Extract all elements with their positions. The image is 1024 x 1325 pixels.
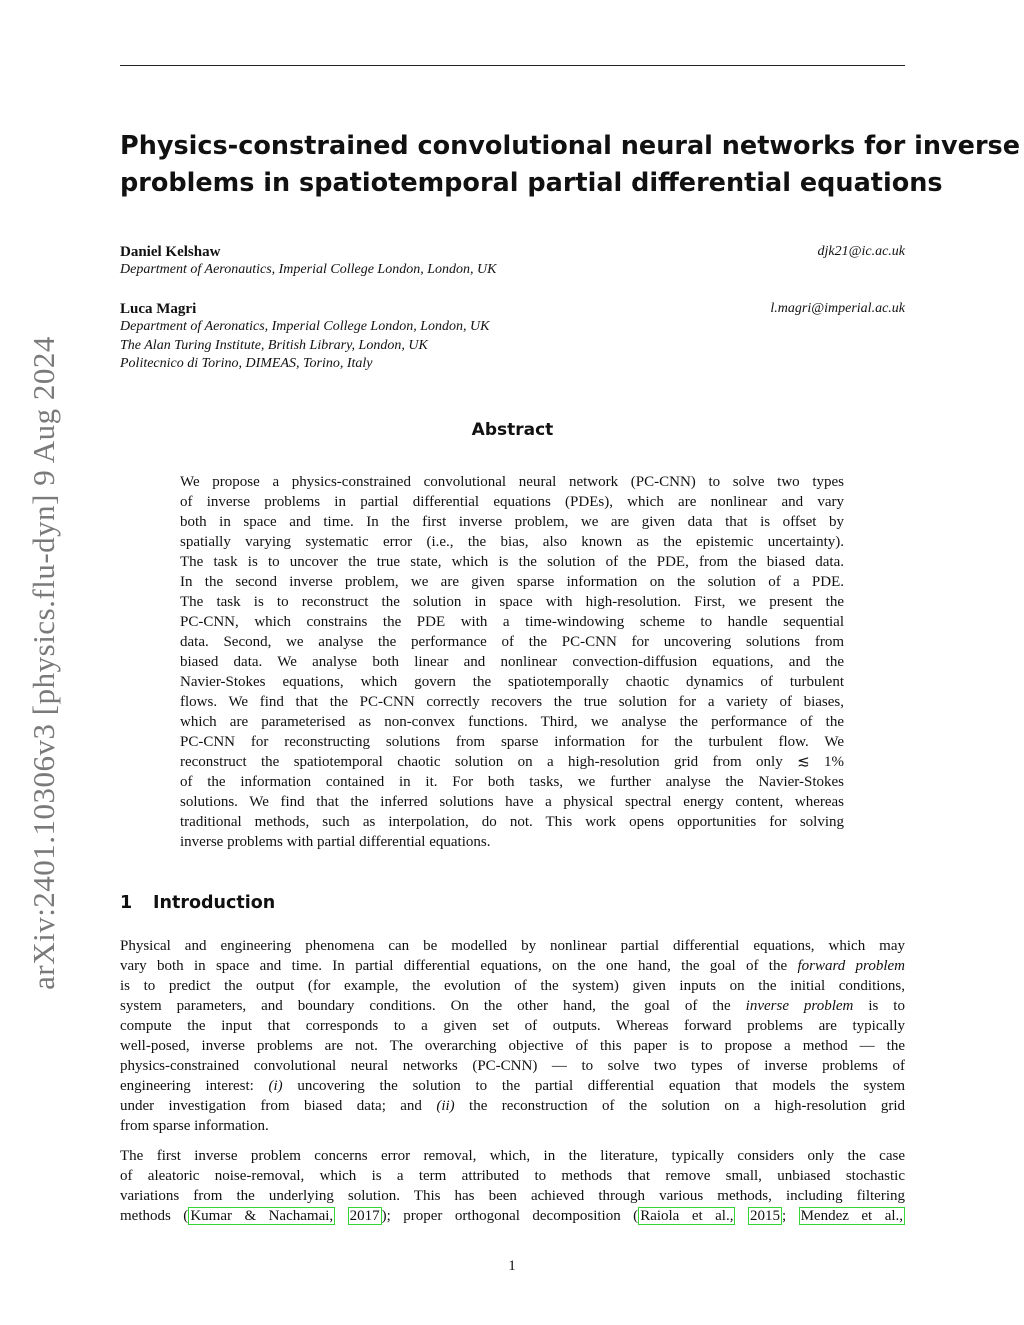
abstract-line: traditional methods, such as interpolation, do not. This work opens opportunities for solving (180, 814, 844, 830)
body-line: is to predict the output (for example, the evolution of the system) given inputs on the initial conditions, (120, 978, 905, 994)
abstract-line: data. Second, we analyse the performance of the PC-CNN for uncovering solutions from (180, 634, 844, 650)
abstract-body (180, 472, 844, 852)
author-name: Luca Magri (120, 301, 197, 317)
abstract-line: of the information contained in it. For both tasks, we further analyse the Navier-Stokes (180, 774, 844, 790)
body-line: Physical and engineering phenomena can be modelled by nonlinear partial differential equations, which may (120, 938, 905, 954)
abstract-line: The task is to uncover the true state, which is the solution of the PDE, from the biased data. (180, 554, 844, 570)
body-line: system parameters, and boundary conditions. On the other hand, the goal of the inverse problem is to (120, 998, 905, 1014)
abstract-line: flows. We find that the PC-CNN correctly recovers the true solution for a variety of biases, (180, 694, 844, 710)
section-number: 1 (120, 893, 133, 913)
body-line: from sparse information. (120, 1118, 269, 1134)
body-line: compute the input that corresponds to a given set of outputs. Whereas forward problems are typically (120, 1018, 905, 1034)
arxiv-stamp-text: arXiv:2401.10306v3 [physics.flu-dyn] 9 Aug 2024 (26, 336, 61, 990)
abstract-line: biased data. We analyse both linear and nonlinear convection-diffusion equations, and the (180, 654, 844, 670)
body-line: engineering interest: (i) uncovering the solution to the partial differential equation that models the system (120, 1078, 905, 1094)
introduction-body (120, 936, 905, 1226)
body-line: variations from the underlying solution. This has been achieved through various methods, including filtering (120, 1188, 905, 1204)
body-line: The first inverse problem concerns error removal, which, in the literature, typically considers only the case (120, 1148, 905, 1164)
emphasis: forward problem (797, 958, 905, 974)
body-line: of aleatoric noise-removal, which is a term attributed to methods that remove small, unbiased stochastic (120, 1168, 905, 1184)
paragraph (120, 936, 905, 1136)
author-affiliation: Department of Aeronatics, Imperial College London, London, UK (120, 319, 490, 334)
emphasis: (i) (268, 1078, 283, 1094)
abstract-heading: Abstract (471, 420, 554, 440)
emphasis: (ii) (436, 1098, 455, 1114)
author-affiliation: Department of Aeronautics, Imperial College London, London, UK (120, 262, 497, 277)
abstract-line: PC-CNN, which constrains the PDE with a time-windowing scheme to handle sequential (180, 614, 844, 630)
author-name: Daniel Kelshaw (120, 244, 221, 260)
citation-link-mendez[interactable]: Mendez et al., (800, 1208, 904, 1224)
abstract-line: We propose a physics-constrained convolutional neural network (PC-CNN) to solve two types (180, 474, 844, 490)
citation-link-raiola-year[interactable]: 2015 (749, 1208, 780, 1224)
section-heading (120, 892, 275, 914)
abstract-line: In the second inverse problem, we are given sparse information on the solution of a PDE. (180, 574, 844, 590)
abstract-line: reconstruct the spatiotemporal chaotic solution on a high-resolution grid from only ≲ 1% (180, 754, 844, 770)
abstract-line: Navier-Stokes equations, which govern the spatiotemporally chaotic dynamics of turbulent (180, 674, 844, 690)
author-email: djk21@ic.ac.uk (817, 244, 905, 259)
emphasis: inverse problem (745, 998, 854, 1014)
body-line: vary both in space and time. In partial differential equations, on the one hand, the goal of the forward problem (120, 958, 905, 974)
top-rule (120, 65, 905, 66)
abstract-line: The task is to reconstruct the solution in space with high-resolution. First, we present the (180, 594, 844, 610)
section-title: Introduction (153, 893, 276, 913)
author-affiliation: The Alan Turing Institute, British Library, London, UK (120, 337, 428, 353)
body-line: under investigation from biased data; and (ii) the reconstruction of the solution on a high-resolution grid (120, 1098, 906, 1114)
body-line: well-posed, inverse problems are not. The overarching objective of this paper is to propose a method — the (120, 1038, 905, 1054)
paper-title (120, 128, 1021, 202)
abstract-line: of inverse problems in partial differential equations (PDEs), which are nonlinear and vary (180, 494, 844, 510)
abstract-line: inverse problems with partial differential equations. (180, 834, 491, 850)
abstract-line: spatially varying systematic error (i.e., the bias, also known as the epistemic uncertainty). (180, 534, 844, 550)
abstract-line: solutions. We find that the inferred solutions have a physical spectral energy content, whereas (180, 794, 844, 810)
author-email: l.magri@imperial.ac.uk (770, 301, 905, 316)
author-affiliation: Politecnico di Torino, DIMEAS, Torino, Italy (120, 356, 373, 371)
citation-link-raiola[interactable]: Raiola et al., (640, 1208, 734, 1224)
abstract-line: both in space and time. In the first inverse problem, we are given data that is offset by (180, 514, 844, 530)
author-block-kelshaw (120, 243, 905, 280)
citation-link-kumar-year[interactable]: 2017 (349, 1208, 380, 1224)
abstract-line: PC-CNN for reconstructing solutions from sparse information for the turbulent flow. We (180, 734, 844, 750)
paragraph (120, 1146, 905, 1226)
title-line: problems in spatiotemporal partial differential equations (120, 168, 943, 198)
abstract-line: which are parameterised as non-convex functions. Third, we analyse the performance of the (180, 714, 844, 730)
title-line: Physics-constrained convolutional neural networks for inverse (120, 131, 1021, 161)
body-line: physics-constrained convolutional neural networks (PC-CNN) — to solve two types of inverse problems of (120, 1058, 905, 1074)
citation-link-kumar[interactable]: Kumar & Nachamai, (190, 1208, 334, 1224)
page-number: 1 (508, 1258, 516, 1274)
body-line: methods ( Kumar & Nachamai, 2017 ); proper orthogonal decomposition ( Raiola et al., 2015 ; Mendez et al., (120, 1208, 904, 1224)
author-block-magri (120, 300, 905, 374)
